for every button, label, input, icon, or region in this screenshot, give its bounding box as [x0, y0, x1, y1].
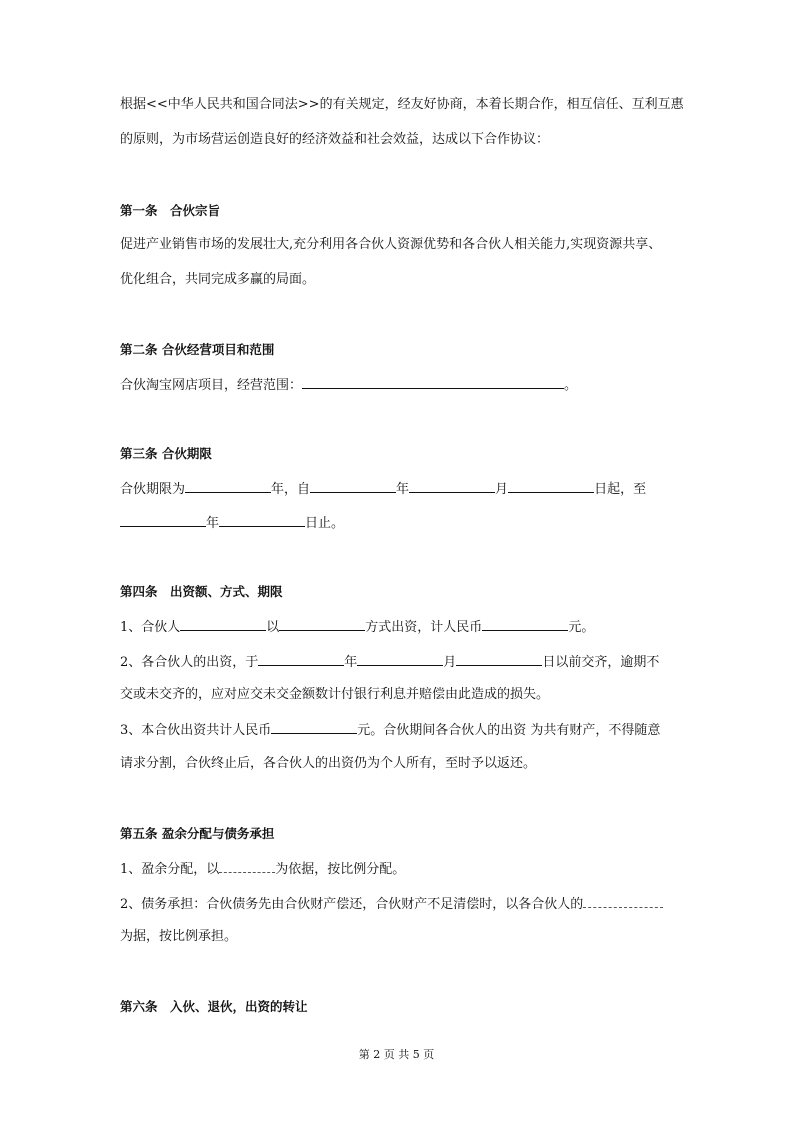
term-years-blank — [185, 479, 271, 493]
article-3-line-2 — [120, 513, 344, 533]
article-3-text-a: 合伙期限为 — [120, 482, 186, 497]
deadline-day-blank — [456, 652, 542, 666]
article-4-p2-c: 月 — [443, 655, 457, 670]
article-5-para-2-line-2: 为据，按比例承担。 — [120, 929, 238, 944]
article-4-para-2-line-2: 交或未交齐的，应对应交未交金额数计付银行利息并赔偿由此造成的损失。 — [120, 687, 550, 702]
end-month-day-blank — [219, 513, 305, 527]
article-4-para-2 — [120, 652, 659, 672]
amount-blank — [482, 617, 568, 631]
article-3-text-d: 月 — [495, 482, 509, 497]
deadline-month-blank — [357, 652, 443, 666]
article-1-heading: 第一条 合伙宗旨 — [120, 203, 221, 218]
article-2-line — [120, 375, 577, 395]
debt-basis-blank — [583, 894, 663, 908]
article-3-text-g: 日止。 — [305, 516, 345, 531]
total-amount-blank — [271, 720, 357, 734]
article-5-p1-a: 1、盈余分配，以 — [120, 862, 220, 877]
profit-basis-blank — [219, 859, 275, 873]
article-3-text-e: 日起，至 — [594, 482, 647, 497]
article-4-p1-b: 以 — [266, 620, 280, 635]
end-year-blank — [120, 513, 206, 527]
article-4-p2-d: 日以前交齐，逾期不 — [542, 655, 660, 670]
article-3-line-1 — [120, 479, 646, 499]
deadline-year-blank — [258, 652, 344, 666]
article-3-text-c: 年 — [396, 482, 410, 497]
article-4-p1-c: 方式出资，计人民币 — [365, 620, 483, 635]
article-2-heading: 第二条 合伙经营项目和范围 — [120, 342, 275, 357]
article-4-heading: 第四条 出资额、方式、期限 — [120, 584, 283, 599]
article-4-p1-d: 元。 — [568, 620, 595, 635]
article-5-heading: 第五条 盈余分配与债务承担 — [120, 826, 275, 841]
article-1-line-1: 促进产业销售市场的发展壮大,充分利用各合伙人资源优势和各合伙人相关能力,实现资源共享、 — [120, 237, 662, 252]
article-4-para-3-line-2: 请求分割，合伙终止后，各合伙人的出资仍为个人所有，至时予以返还。 — [120, 756, 537, 771]
start-month-blank — [409, 479, 495, 493]
method-blank — [279, 617, 365, 631]
start-day-blank — [508, 479, 594, 493]
article-3-text-b: 年，自 — [271, 482, 311, 497]
page-footer: 第 2 页 共 5 页 — [358, 1048, 435, 1061]
scope-blank — [302, 375, 564, 389]
article-2-text: 合伙淘宝网店项目，经营范围： — [120, 378, 303, 393]
article-5-para-1 — [120, 859, 405, 879]
article-1-line-2: 优化组合，共同完成多赢的局面。 — [120, 272, 316, 287]
article-6-heading: 第六条 入伙、退伙，出资的转让 — [120, 999, 308, 1014]
article-4-p2-a: 2、各合伙人的出资，于 — [120, 655, 259, 670]
article-2-end: 。 — [564, 378, 578, 393]
article-5-p2-a: 2、债务承担：合伙债务先由合伙财产偿还，合伙财产不足清偿时，以各合伙人的 — [120, 897, 584, 912]
article-5-p1-b: 为依据，按比例分配。 — [275, 862, 406, 877]
article-4-p2-b: 年 — [344, 655, 358, 670]
intro-line-2: 的原则，为市场营运创造良好的经济效益和社会效益，达成以下合作协议： — [120, 132, 550, 147]
article-4-p3-b: 元。合伙期间各合伙人的出资 为共有财产，不得随意 — [357, 723, 661, 738]
partner-blank — [180, 617, 266, 631]
start-year-blank — [310, 479, 396, 493]
article-4-p3-a: 3、本合伙出资共计人民币 — [120, 723, 272, 738]
intro-line-1: 根据<<中华人民共和国合同法>>的有关规定，经友好协商，本着长期合作，相互信任、互利互惠 — [120, 97, 684, 112]
article-3-heading: 第三条 合伙期限 — [120, 446, 212, 461]
article-4-para-3 — [120, 720, 660, 740]
article-3-text-f: 年 — [206, 516, 220, 531]
article-4-para-1 — [120, 617, 594, 637]
article-4-p1-a: 1、合伙人 — [120, 620, 181, 635]
article-5-para-2 — [120, 894, 663, 914]
